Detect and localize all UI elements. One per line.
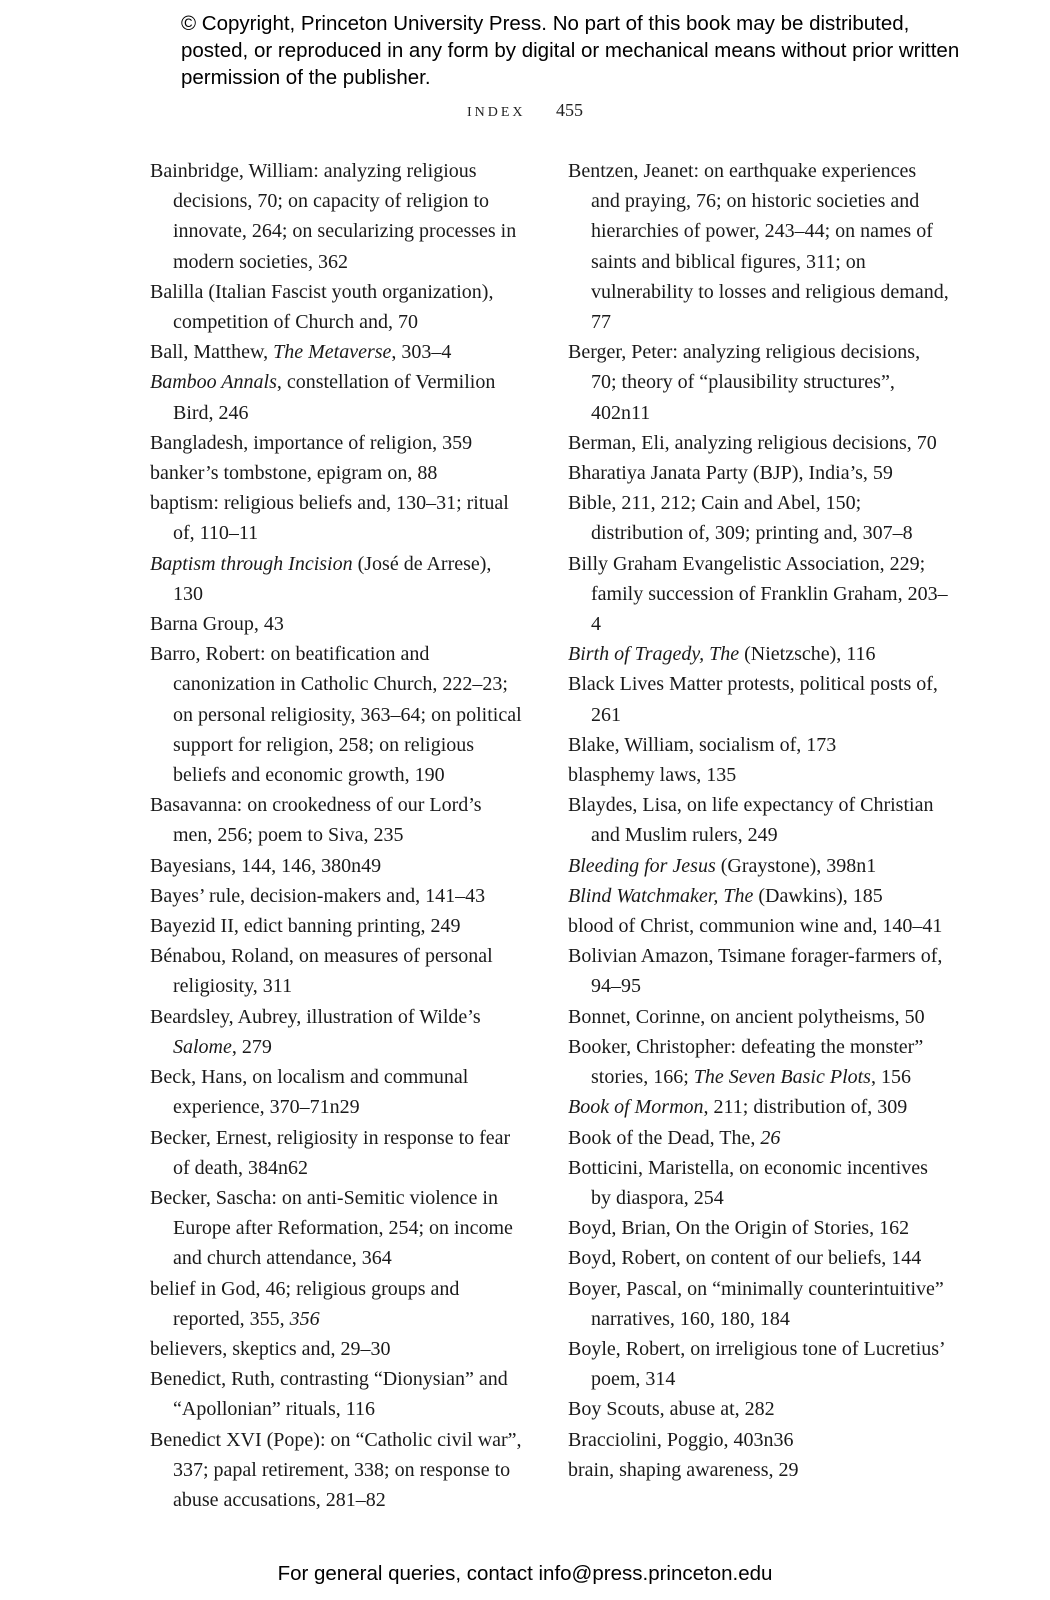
- index-entry: [150, 428, 524, 458]
- index-entry: [568, 881, 950, 911]
- index-entry-text: Barna Group, 43: [150, 613, 284, 636]
- index-entry-text: Bénabou, Roland, on measures of personal religiosity, 311: [150, 945, 493, 998]
- index-entry: [568, 911, 950, 941]
- index-entry-text: blood of Christ, communion wine and, 140–41: [568, 915, 943, 938]
- index-entry-text: Benedict, Ruth, contrasting “Dionysian” and “Apollonian” rituals, 116: [150, 1368, 508, 1421]
- index-entry-text: Balilla (Italian Fascist youth organization), competition of Church and, 70: [150, 280, 494, 334]
- index-entry: [150, 549, 524, 609]
- index-entry-text: (Dawkins), 185: [753, 884, 883, 907]
- index-entry: [150, 881, 524, 911]
- index-entry-title-text: Salome: [173, 1035, 232, 1058]
- index-entry: [568, 1092, 950, 1122]
- index-entry-text: Bolivian Amazon, Tsimane forager-farmers of, 94–95: [568, 945, 943, 998]
- index-entry-text: , 303–4: [391, 341, 452, 364]
- index-entry: [568, 1032, 950, 1092]
- index-entry-text: Bonnet, Corinne, on ancient polytheisms, 50: [568, 1005, 925, 1028]
- index-entry-text: Becker, Ernest, religiosity in response to fear of death, 384n62: [150, 1126, 511, 1179]
- index-entry: [568, 549, 950, 640]
- index-entry: [150, 1123, 524, 1183]
- index-entry-text: Bangladesh, importance of religion, 359: [150, 431, 473, 454]
- index-entry: [568, 760, 950, 790]
- index-entry: [568, 639, 950, 669]
- index-entry-text: brain, shaping awareness, 29: [568, 1458, 799, 1481]
- index-entry-title-text: Bleeding for Jesus: [568, 854, 716, 877]
- index-entry-title-text: Baptism through Incision: [150, 552, 353, 575]
- index-entry: [568, 1213, 950, 1243]
- index-entry: [568, 1425, 950, 1455]
- index-entry-text: Blake, William, socialism of, 173: [568, 733, 837, 756]
- index-entry: [568, 730, 950, 760]
- index-entry: [568, 669, 950, 729]
- index-entry: [150, 911, 524, 941]
- index-entry-title-text: The Seven Basic Plots: [693, 1066, 871, 1089]
- index-entry: [150, 277, 524, 337]
- index-entry-text: Bainbridge, William: analyzing religious decisions, 70; on capacity of religion to innovate, 264; on secularizing processes in modern societies, 362: [150, 160, 517, 273]
- index-entry: [150, 1274, 524, 1334]
- index-entry-title-text: Bamboo Annals: [150, 371, 277, 394]
- index-entry-title-text: Birth of Tragedy, The: [568, 643, 740, 666]
- index-entry: [568, 1123, 950, 1153]
- index-column-right: [568, 156, 950, 1485]
- running-head: [0, 100, 1050, 121]
- index-entry-text: Boyer, Pascal, on “minimally counterintuitive” narratives, 160, 180, 184: [568, 1277, 944, 1330]
- index-entry: [568, 941, 950, 1001]
- index-entry: [150, 1334, 524, 1364]
- index-entry: [150, 639, 524, 790]
- index-entry: [568, 156, 950, 337]
- index-entry: [150, 1364, 524, 1424]
- index-entry-text: (Graystone), 398n1: [715, 854, 877, 877]
- index-entry: [568, 1334, 950, 1394]
- index-entry: [150, 1183, 524, 1274]
- index-entry-text: Bharatiya Janata Party (BJP), India’s, 59: [568, 462, 893, 485]
- index-entry: [150, 1062, 524, 1122]
- index-entry: [150, 851, 524, 881]
- index-entry-text: , 279: [231, 1035, 272, 1058]
- index-entry-title-text: The Metaverse: [273, 341, 392, 364]
- index-entry-text: Bible, 211, 212; Cain and Abel, 150; distribution of, 309; printing and, 307–8: [568, 492, 913, 545]
- index-entry: [568, 1394, 950, 1424]
- index-entry-text: Benedict XVI (Pope): on “Catholic civil war”, 337; papal retirement, 338; on response to abuse accusations, 281–82: [150, 1428, 522, 1511]
- index-entry-text: Boyd, Robert, on content of our beliefs, 144: [568, 1247, 922, 1270]
- index-entry: [568, 1274, 950, 1334]
- index-entry-text: Billy Graham Evangelistic Association, 229; family succession of Franklin Graham, 203–4: [568, 552, 948, 636]
- index-entry-title-text: 356: [289, 1307, 320, 1330]
- index-entry-text: Barro, Robert: on beatification and canonization in Catholic Church, 222–23; on personal religiosity, 363–64; on political support for religion, 258; on religious beliefs and economic growth, 190: [150, 643, 522, 787]
- index-entry-text: baptism: religious beliefs and, 130–31; ritual of, 110–11: [150, 492, 509, 545]
- index-entry-text: Bayezid II, edict banning printing, 249: [150, 915, 461, 938]
- index-entry-text: Boyle, Robert, on irreligious tone of Lucretius’ poem, 314: [568, 1337, 945, 1391]
- index-entry-text: Berman, Eli, analyzing religious decisions, 70: [568, 431, 937, 454]
- index-column-left: [150, 156, 524, 1515]
- index-entry-title-text: Book of Mormon: [568, 1096, 704, 1119]
- index-entry-text: (José de Arrese), 130: [173, 552, 492, 605]
- index-entry-text: Boyd, Brian, On the Origin of Stories, 162: [568, 1217, 910, 1240]
- index-entry-text: Beck, Hans, on localism and communal experience, 370–71n29: [150, 1066, 469, 1119]
- index-entry-text: Black Lives Matter protests, political posts of, 261: [568, 673, 938, 726]
- index-entry-text: Book of the Dead, The,: [568, 1126, 761, 1149]
- index-entry-text: , 211; distribution of, 309: [703, 1096, 908, 1119]
- index-entry: [150, 941, 524, 1001]
- index-entry-text: (Nietzsche), 116: [739, 643, 876, 666]
- index-entry: [150, 1425, 524, 1516]
- index-entry: [150, 156, 524, 277]
- index-entry-text: Bracciolini, Poggio, 403n36: [568, 1428, 794, 1451]
- index-entry-text: Basavanna: on crookedness of our Lord’s men, 256; poem to Siva, 235: [150, 794, 482, 847]
- index-entry-text: Berger, Peter: analyzing religious decisions, 70; theory of “plausibility structures”, 402n11: [568, 341, 921, 424]
- index-entry-text: Blaydes, Lisa, on life expectancy of Christian and Muslim rulers, 249: [568, 794, 934, 847]
- index-entry: [568, 337, 950, 428]
- index-entry-text: Booker, Christopher: defeating the monster” stories, 166;: [568, 1035, 924, 1089]
- index-entry: [150, 790, 524, 850]
- index-entry-text: Bayes’ rule, decision-makers and, 141–43: [150, 884, 486, 907]
- index-entry: [568, 1455, 950, 1485]
- index-entry: [568, 488, 950, 548]
- index-entry-text: banker’s tombstone, epigram on, 88: [150, 462, 438, 485]
- footer-contact: For general queries, contact info@press.princeton.edu: [277, 1562, 773, 1585]
- index-entry-title-text: 26: [760, 1126, 781, 1149]
- index-entry: [150, 458, 524, 488]
- index-entry: [568, 458, 950, 488]
- copyright-notice: © Copyright, Princeton University Press. No part of this book may be distributed, posted, or reproduced in any form by digital or mechanical means without prior written permission of the publisher.: [181, 12, 960, 89]
- index-entry-text: belief in God, 46; religious groups and reported, 355,: [150, 1277, 460, 1330]
- index-entry-text: believers, skeptics and, 29–30: [150, 1337, 391, 1360]
- index-entry: [150, 367, 524, 427]
- index-entry-text: Ball, Matthew,: [150, 341, 274, 364]
- index-entry-text: Bentzen, Jeanet: on earthquake experiences and praying, 76; on historic societies and hierarchies of power, 243–44; on names of saints and biblical figures, 311; on vulnerability to losses and religious demand, 77: [568, 160, 949, 334]
- index-entry-text: , constellation of Vermilion Bird, 246: [173, 371, 496, 424]
- index-entry-title-text: Blind Watchmaker, The: [568, 884, 754, 907]
- index-entry: [568, 428, 950, 458]
- index-entry-text: blasphemy laws, 135: [568, 764, 737, 787]
- index-entry: [150, 1002, 524, 1062]
- index-entry: [568, 851, 950, 881]
- running-head-label: INDEX: [466, 105, 526, 120]
- index-entry-text: Boy Scouts, abuse at, 282: [568, 1398, 775, 1421]
- page-number: 455: [556, 100, 584, 120]
- index-entry: [150, 337, 524, 367]
- index-entry-text: Bayesians, 144, 146, 380n49: [150, 854, 382, 877]
- index-entry: [568, 1153, 950, 1213]
- index-entry: [568, 1243, 950, 1273]
- index-entry: [568, 790, 950, 850]
- index-entry-text: , 156: [870, 1066, 911, 1089]
- index-entry: [150, 488, 524, 548]
- index-entry: [150, 609, 524, 639]
- index-entry-text: Botticini, Maristella, on economic incentives by diaspora, 254: [568, 1156, 928, 1209]
- index-entry-text: Beardsley, Aubrey, illustration of Wilde’s: [150, 1005, 481, 1028]
- index-entry: [568, 1002, 950, 1032]
- index-entry-text: Becker, Sascha: on anti-Semitic violence in Europe after Reformation, 254; on income and church attendance, 364: [150, 1186, 513, 1270]
